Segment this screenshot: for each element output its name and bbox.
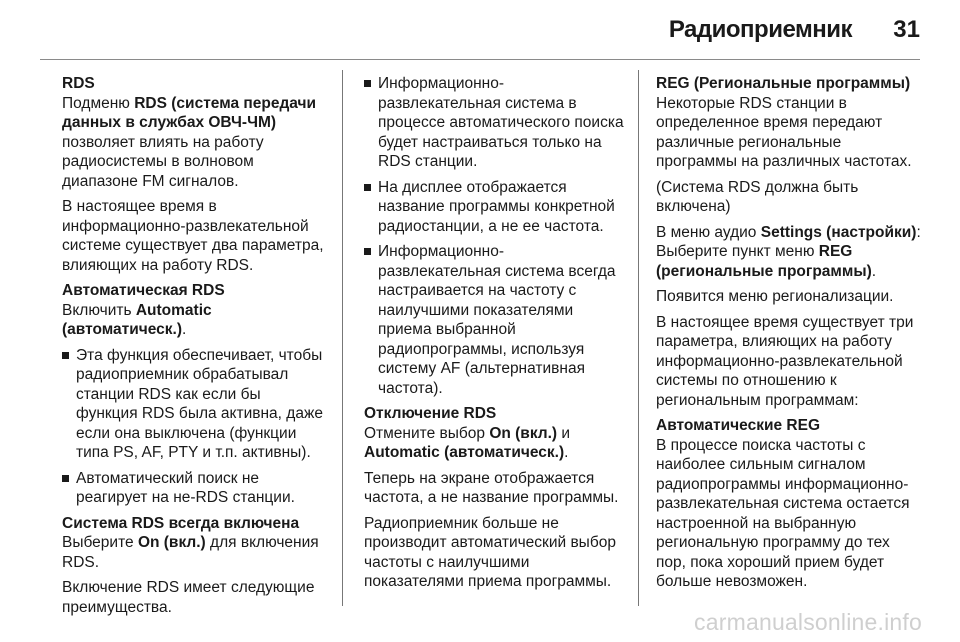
automatic-option-name: Automatic (автоматическ.): [364, 444, 565, 461]
reg-p3-text-mid: : Выберите пункт меню: [656, 223, 921, 260]
bullet-item: Информационно-развлекательная система всегда настраивается на частоту с наилучшими показателями приема выбранной радиопрограммы, используя систему AF (альтернативная частота).: [364, 242, 626, 398]
section-heading-reg: REG (Региональные программы): [656, 75, 911, 92]
rds-submenu-name: RDS (система передачи данных в службах ОВЧ-ЧМ): [62, 94, 317, 131]
rds-always-paragraph-2: Включение RDS имеет следующие преимущества.: [62, 579, 315, 616]
rds-paragraph-2: В настоящее время в информационно-развлекательной системе существует два параметра, влияющих на работу RDS.: [62, 198, 324, 274]
rds-p1-text: Подменю: [62, 94, 135, 112]
rds-off-text-end: .: [564, 444, 569, 461]
rds-off-text: Отмените выбор: [364, 424, 490, 442]
rds-p1-text-end: позволяет влиять на работу радиосистемы в волновом диапазоне FM сигналов.: [62, 133, 264, 190]
reg-paragraph-5: В настоящее время существует три параметра, влияющих на работу информационно-развлекательной системы по отношению к региональным программам:: [656, 313, 914, 409]
reg-p3-text: В меню аудио: [656, 223, 761, 241]
rds-off-paragraph-2: Теперь на экране отображается частота, а не название программы.: [364, 469, 619, 506]
header-rule: [40, 59, 920, 60]
page-number: 31: [893, 16, 920, 43]
column-divider-2: [638, 70, 639, 606]
rds-always-text: Выберите: [62, 534, 138, 551]
section-heading-rds: RDS: [62, 75, 95, 92]
auto-reg-paragraph: В процессе поиска частоты с наиболее сильным сигналом радиопрограммы информационно-развлекательная система остается настроенной на выбранную региональную программу до тех пор, пока хороший прием будет больше невозможен.: [656, 436, 910, 590]
bullet-item: Автоматический поиск не реагирует на не-RDS станции.: [62, 469, 324, 508]
column-divider-1: [342, 70, 343, 606]
bullet-item: Информационно-развлекательная система в процессе автоматического поиска будет настраиваться только на RDS станции.: [364, 74, 626, 172]
bullet-item: Эта функция обеспечивает, чтобы радиоприемник обрабатывал станции RDS как если бы функция RDS была активна, даже если она выключена (функции типа PS, AF, PTY и т.п. активны).: [62, 346, 324, 463]
column-3: [656, 74, 922, 598]
rds-off-text-mid: и: [557, 424, 571, 442]
on-option-name: On (вкл.): [489, 424, 558, 442]
rds-always-text-end: для включения RDS.: [62, 534, 319, 571]
auto-rds-paragraph: [62, 301, 324, 340]
reg-p3-text-end: .: [871, 262, 877, 280]
section-heading-rds-always-on: Система RDS всегда включена: [62, 514, 300, 532]
section-heading-rds-off: Отключение RDS: [364, 405, 497, 422]
auto-rds-text-end: .: [182, 321, 187, 338]
reg-menu-item-name: REG (региональные программы): [656, 243, 872, 280]
on-option-name: On (вкл.): [137, 534, 206, 551]
reg-paragraph-4: Появится меню регионализации.: [656, 288, 894, 305]
watermark: carmanualsonline.info: [694, 609, 922, 635]
rds-off-paragraph-3: Радиоприемник больше не производит автоматический выбор частоты с наилучшими показателями приема программы.: [364, 514, 616, 590]
rds-off-paragraph: [364, 424, 626, 463]
settings-menu-name: Settings (настройки): [760, 223, 917, 241]
column-2: [364, 74, 626, 598]
rds-always-paragraph: [62, 533, 324, 572]
automatic-option-name: Automatic (автоматическ.): [62, 301, 212, 338]
page-header: [0, 0, 960, 52]
bullet-item: На дисплее отображается название программы конкретной радиостанции, а не ее частота.: [364, 178, 626, 237]
section-heading-auto-reg: Автоматические REG: [656, 417, 821, 434]
reg-paragraph-2: (Система RDS должна быть включена): [656, 178, 859, 215]
reg-paragraph-1: Некоторые RDS станции в определенное время передают различные региональные программы на различных частотах.: [656, 94, 912, 170]
rds-paragraph-1: [62, 94, 324, 192]
column-1: [62, 74, 324, 623]
page-title: Радиоприемник: [668, 16, 852, 43]
section-heading-auto-rds: Автоматическая RDS: [62, 282, 225, 299]
reg-paragraph-3: [656, 223, 922, 282]
auto-rds-text: Включить: [62, 301, 136, 319]
